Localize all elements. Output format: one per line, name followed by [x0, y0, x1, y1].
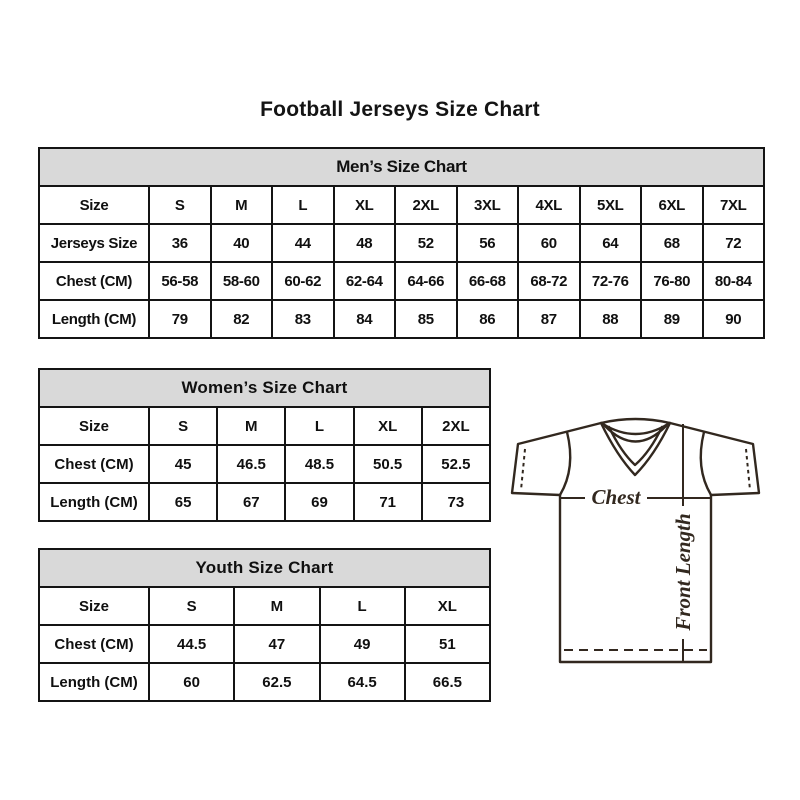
mens-table-title: Men’s Size Chart [39, 148, 764, 186]
mens-table-row [39, 186, 764, 224]
youth-value-cell: 44.5 [149, 625, 234, 663]
youth-value-cell: 60 [149, 663, 234, 701]
womens-table-row [39, 445, 490, 483]
womens-value-cell: 2XL [422, 407, 490, 445]
mens-value-cell: 52 [395, 224, 457, 262]
youth-value-cell: S [149, 587, 234, 625]
womens-value-cell: 67 [217, 483, 285, 521]
mens-value-cell: S [149, 186, 211, 224]
mens-row-label: Length (CM) [39, 300, 149, 338]
mens-value-cell: 36 [149, 224, 211, 262]
mens-value-cell: 4XL [518, 186, 580, 224]
mens-value-cell: 68 [641, 224, 703, 262]
womens-value-cell: 46.5 [217, 445, 285, 483]
womens-size-chart-table [38, 368, 491, 522]
youth-value-cell: 51 [405, 625, 490, 663]
mens-value-cell: 90 [703, 300, 765, 338]
mens-value-cell: 84 [334, 300, 396, 338]
womens-value-cell: 65 [149, 483, 217, 521]
youth-value-cell: 49 [320, 625, 405, 663]
mens-value-cell: 60-62 [272, 262, 334, 300]
mens-value-cell: 6XL [641, 186, 703, 224]
womens-table-row [39, 407, 490, 445]
youth-value-cell: 66.5 [405, 663, 490, 701]
mens-value-cell: 5XL [580, 186, 642, 224]
right-armhole-seam [701, 432, 711, 495]
womens-row-label: Chest (CM) [39, 445, 149, 483]
mens-value-cell: 87 [518, 300, 580, 338]
mens-table-row [39, 262, 764, 300]
womens-table-row [39, 483, 490, 521]
jersey-left-sleeve [512, 423, 601, 495]
mens-row-label: Chest (CM) [39, 262, 149, 300]
womens-value-cell: 71 [354, 483, 422, 521]
youth-value-cell: 64.5 [320, 663, 405, 701]
womens-value-cell: 73 [422, 483, 490, 521]
mens-row-label: Jerseys Size [39, 224, 149, 262]
womens-value-cell: S [149, 407, 217, 445]
womens-table-title: Women’s Size Chart [39, 369, 490, 407]
mens-value-cell: 83 [272, 300, 334, 338]
mens-size-chart-table [38, 147, 765, 339]
mens-value-cell: 66-68 [457, 262, 519, 300]
mens-value-cell: 82 [211, 300, 273, 338]
mens-value-cell: 64-66 [395, 262, 457, 300]
mens-row-label: Size [39, 186, 149, 224]
page-title: Football Jerseys Size Chart [260, 98, 540, 121]
mens-value-cell: XL [334, 186, 396, 224]
mens-table-row [39, 224, 764, 262]
collar-inner-v [609, 427, 662, 465]
left-armhole-seam [560, 432, 570, 495]
front-length-label: Front Length [671, 513, 695, 631]
mens-value-cell: 40 [211, 224, 273, 262]
mens-value-cell: 2XL [395, 186, 457, 224]
youth-row-label: Chest (CM) [39, 625, 149, 663]
youth-size-chart-table [38, 548, 491, 702]
womens-value-cell: M [217, 407, 285, 445]
mens-value-cell: 68-72 [518, 262, 580, 300]
mens-value-cell: 56 [457, 224, 519, 262]
mens-value-cell: 72-76 [580, 262, 642, 300]
mens-value-cell: L [272, 186, 334, 224]
mens-value-cell: 58-60 [211, 262, 273, 300]
mens-value-cell: 44 [272, 224, 334, 262]
right-cuff-seam [746, 449, 750, 490]
youth-value-cell: 62.5 [234, 663, 319, 701]
womens-value-cell: 45 [149, 445, 217, 483]
womens-value-cell: 52.5 [422, 445, 490, 483]
mens-value-cell: 62-64 [334, 262, 396, 300]
womens-row-label: Size [39, 407, 149, 445]
mens-value-cell: 7XL [703, 186, 765, 224]
womens-value-cell: XL [354, 407, 422, 445]
left-cuff-seam [521, 449, 525, 490]
youth-table-row [39, 587, 490, 625]
youth-value-cell: M [234, 587, 319, 625]
collar-back-line [601, 419, 670, 423]
mens-value-cell: 89 [641, 300, 703, 338]
mens-value-cell: 64 [580, 224, 642, 262]
youth-table-row [39, 625, 490, 663]
youth-value-cell: L [320, 587, 405, 625]
youth-row-label: Size [39, 587, 149, 625]
youth-table-row [39, 663, 490, 701]
chest-label: Chest [591, 485, 641, 509]
womens-value-cell: 48.5 [285, 445, 353, 483]
youth-table-title: Youth Size Chart [39, 549, 490, 587]
mens-value-cell: 86 [457, 300, 519, 338]
womens-value-cell: L [285, 407, 353, 445]
mens-value-cell: 79 [149, 300, 211, 338]
youth-value-cell: XL [405, 587, 490, 625]
womens-value-cell: 69 [285, 483, 353, 521]
mens-table-row [39, 300, 764, 338]
mens-value-cell: 80-84 [703, 262, 765, 300]
mens-value-cell: 56-58 [149, 262, 211, 300]
mens-value-cell: 3XL [457, 186, 519, 224]
jersey-measurement-diagram [498, 400, 773, 670]
youth-value-cell: 47 [234, 625, 319, 663]
mens-value-cell: M [211, 186, 273, 224]
mens-value-cell: 76-80 [641, 262, 703, 300]
mens-value-cell: 60 [518, 224, 580, 262]
mens-value-cell: 72 [703, 224, 765, 262]
mens-value-cell: 85 [395, 300, 457, 338]
mens-value-cell: 48 [334, 224, 396, 262]
womens-value-cell: 50.5 [354, 445, 422, 483]
womens-row-label: Length (CM) [39, 483, 149, 521]
youth-row-label: Length (CM) [39, 663, 149, 701]
mens-value-cell: 88 [580, 300, 642, 338]
